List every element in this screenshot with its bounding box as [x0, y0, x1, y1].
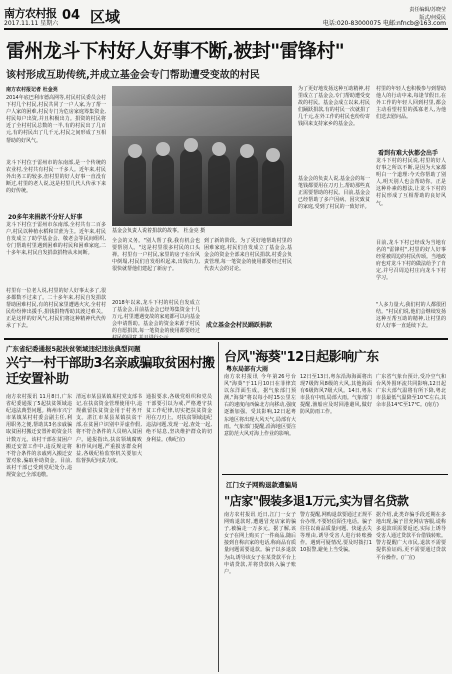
section-divider: [4, 338, 448, 340]
article-body: 12日至13日,粤东沿海海面将出现7级阵风8级的大风,其他海面有6级阵风7级大风。14日,粤东市县有中雨,局部大雨。气象部门提醒,渔船应及时回港避风,做好防风防雨工作。: [300, 374, 372, 416]
page-number: 04: [62, 8, 81, 23]
story-kicker: 江门女子网购退款遭骗局: [226, 481, 298, 489]
story-headline: "店家"假装多退1万元,实为冒名贷款: [224, 494, 409, 508]
lead-photo: [112, 86, 292, 226]
story-kicker: 广东省纪委通报5起扶贫领域违纪违法典型问题: [6, 345, 141, 353]
article-body: 到了新的阶段。为了更好地帮助村里的困难家庭,村民们自发成立了基金会,基金会的资金全部来自村民捐款,村委会负责管理,每一笔资金的使用都要经过村民代表大会的讨论。: [204, 238, 292, 273]
story-headline: 台风"海葵"12日起影响广东: [224, 350, 379, 365]
photo-caption: 基金会负责人说着捐款的故事。 杜金亮 摄: [112, 228, 206, 234]
issue-date: 2017.11.11 星期六: [4, 20, 59, 27]
article-subhead: 成立基金会村民踊跃捐款: [206, 322, 273, 329]
article-body: 南方农村报讯 近日,江门一女子网购退款时,遭遇冒充店家的骗子,被骗走一万多元。据了解,该女子在网上购买了一件商品,随后接到自称店家的电话,称商品有质量问题需要退款。骗子以多退款为由,诱导该女子在某贷款平台上申请贷款,并将贷款转入骗子账户。: [224, 512, 296, 575]
lead-headline: 雷州龙斗下村好人好事不断,被封"雷锋村": [6, 40, 345, 62]
article-body: 广东省气象台预计,受冷空气和台风外围环流共同影响,12日起广东大部气温将有所下降,粤北市县最低气温降至10℃左右,其余市县14℃至17℃。(南方): [376, 374, 446, 409]
article-body: 南方农村报讯 今年第26号台风"海葵"于11月10日在菲律宾以东洋面生成。据气象部门预测,"海葵"将以每小时15公里左右的速度向西偏北方向移动,强度逐渐加强。受其影响,12日起粤东地区将出现大风天气,局部有大雨。气象部门提醒,沿海地区要注意防范大风对海上作业的影响。: [224, 374, 296, 437]
article-body: 为了更好地发扬这种互助精神,村里成立了基金会,专门帮助遭受变故的村民。基金会成立以来,村民们踊跃捐款,有的村民一次就捐了几千元,在外工作的村民也纷纷寄钱回来支持家乡的基金会。: [298, 86, 370, 128]
article-body: 全会的义务。"别人帮了我,我有机会也要帮别人。"这是村里很多村民的口头禅。村里有一户村民,家里的房子在台风中倒塌,村民们自发组织起来,出钱出力,很快就帮他们建起了新房子。: [112, 238, 200, 273]
article-body: 清远市某县某镇某村党支部书记,在扶贫资金管理使用中,违规截留扶贫资金用于村务开支。湛江市某县某镇扶贫干部,在贫困户识别中弄虚作假,将不符合条件的人员纳入贫困户。通报指出,扶贫领域腐败和作风问题,严重损害群众利益,各级纪检监察机关要加大监督执纪问责力度。: [76, 394, 142, 464]
article-body: 村里的年轻人也积极参与到帮助他人的行动中来,每逢节假日,在外工作的年轻人回到村里,都会主动看望村里的孤寡老人,为他们送去慰问品。: [376, 86, 447, 121]
article-body: "人多力量大,我们村的人都很团结。"村民们说,他们会继续发扬这种互帮互助的精神,让村里的好人好事一直延续下去。: [376, 302, 446, 330]
article-body: 南方农村报讯 11月8日,广东省纪委通报了5起扶贫领域违纪违法典型问题。梅州市兴宁市某镇某村村委会副主任,利用职务之便,帮助其3名亲戚骗取贫困村搬迁安置补助资金共计数万元。该村干部在贫困户搬迁安置工作中,违反规定将不符合条件的亲戚列入搬迁安置对象,骗取补助资金。目前,该村干部已受到党纪处分,违规资金已全部追缴。: [6, 394, 72, 479]
article-body: 警方提醒,网购退款要通过正规平台办理,不要轻信陌生电话。骗子往往以商品质量问题、快递丢失等理由,诱导受害人进行转账操作。遇到可疑情况,要及时拨打110报警,避免上当受骗。: [300, 512, 372, 554]
editor-line: 版式/何爱民: [419, 15, 446, 21]
article-body: 基金会的负责人说,基金会的每一笔钱都要用在刀刃上,帮助那些真正需要帮助的村民。目前,基金会已经帮助了多户因病、因灾致贫的家庭,受到了村民的一致好评。: [298, 176, 370, 211]
masthead: [4, 2, 448, 30]
lead-subheadline: 该村形成互助传统,并成立基金会专门帮助遭受变故的村民: [6, 70, 260, 81]
article-body: 通报要求,各级党组织和党员干部要引以为戒,严格遵守扶贫工作纪律,切实把扶贫资金用在刀刃上。对扶贫领域违纪违法问题,发现一起,查处一起,绝不姑息,坚决维护群众的切身利益。(梅纪宣): [146, 394, 212, 443]
story-headline: 兴宁一村干部助3名亲戚骗取贫困村搬迁安置补助: [6, 356, 215, 387]
article-subhead: 20多年来捐款不分好人好事: [8, 214, 83, 221]
story-deck: 粤东局部有大雨: [226, 366, 269, 373]
article-body: 村里有一位老人说,村里的好人好事太多了,很多都数不过来了。二十多年来,村民自发捐款帮助困难村民,有的村民家里遭遇火灾,全村村民纷纷伸出援手,捐钱捐物帮助其渡过难关。正是这样的好风气,村民们将这种精神代代传承了下去。: [6, 288, 106, 330]
article-body: 2018年以来,龙斗下村的村民自发成立了基金会,目前基金会已经筹集资金十几万元,村里遭遇变故的家庭都可以向基金会申请帮助。基金会的资金来源于村民的自愿捐款,每一笔资金的使用都要经过: [112, 300, 200, 335]
column-rule: [218, 342, 219, 672]
editor-line: 责任编辑/苏晓莹: [409, 7, 446, 13]
article-body: 据介绍,此类诈骗手段近期在多地出现,骗子冒充网店客服,谎称多退款项需要返还,实际上诱导受害人通过贷款平台借钱转账。警方提醒广大市民,退款不需要提供验证码,更不需要通过贷款平台操作。(广宣): [376, 512, 447, 561]
article-body: 龙斗下村的村民说,村里的好人好事之所以不断,是因为大家都明白一个道理:今天你帮助了别人,明天别人也会帮助你。正是这种朴素的想法,让龙斗下村的村民形成了互相帮助的良好风气。: [376, 158, 446, 207]
lead-byline: 南方农村报记者 杜金亮: [6, 87, 58, 93]
article-body: 龙斗下村位于雷州市的东南部,是一个传统的农业村,全村共有村民一千多人。近年来,村民外出务工的较多,但村里的好人好事一直没有断过,村里的老人说,这是村里几代人传承下来的好传统。: [6, 160, 106, 195]
contact-line: 电话:020-83000075 电邮:nfncb@163.com: [322, 20, 446, 27]
article-body: 2014年底巴利市德高网等,村民村民委员会村下村几个村民,村民共同了一户人家,为了帮一户人家的困难,村民专门为危房家庭筹集资金,村民每户出资,并且积极出力。捐资的村民将近了全村村民总数的一半,有的村民出了几百元,有的村民出了几千元,村民之间形成了互相帮助的好风气。: [6, 95, 106, 144]
article-subhead: 看到有难大伙都会出手: [378, 150, 439, 157]
section-divider: [222, 474, 448, 475]
section-title: 区域: [90, 8, 121, 26]
article-body: 龙斗下村位于雷州市东南部,全村共有二百多户,村民以种植水稻和甘蔗为主。近年来,村民自发成立了助学基金会、敬老会等民间组织,专门帮助村里遇到困难的村民和困难家庭,二十多年来,村民自发捐款捐物从未间断。: [6, 222, 106, 257]
paper-name: 南方农村报: [4, 7, 57, 20]
article-body: 目前,龙斗下村已经成为当地有名的"雷锋村",村里的好人好事经常被周边的村民传颂。当地政府也对龙斗下村的做法给予了肯定,并号召周边村庄向龙斗下村学习。: [376, 240, 447, 282]
